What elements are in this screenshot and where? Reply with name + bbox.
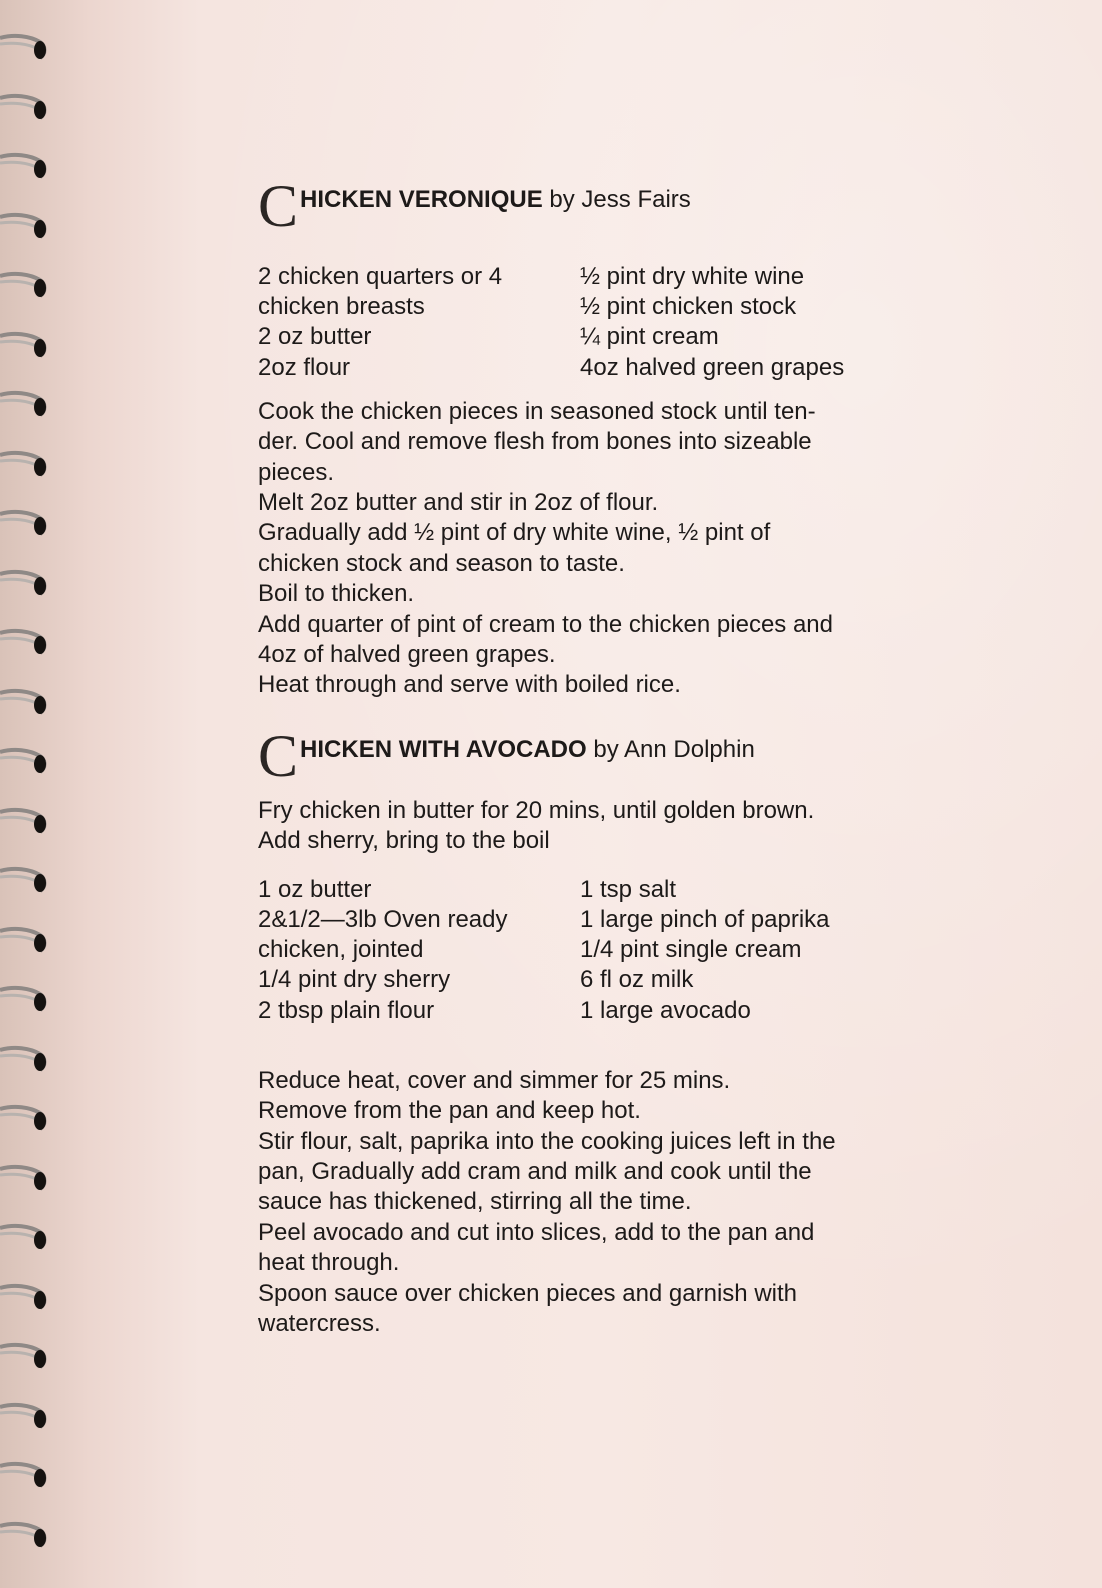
method-line: chicken stock and season to taste. bbox=[258, 549, 625, 577]
ingredient: 1 large avocado bbox=[580, 996, 751, 1024]
intro-text bbox=[258, 796, 908, 857]
ingredient: 2&1/2—3lb Oven ready bbox=[258, 906, 508, 934]
method-line: Reduce heat, cover and simmer for 25 mins. bbox=[258, 1066, 731, 1094]
method-line: Remove from the pan and keep hot. bbox=[258, 1097, 641, 1125]
recipe-author: by Ann Dolphin bbox=[593, 736, 755, 763]
method-line: Add sherry, bring to the boil bbox=[258, 827, 550, 855]
drop-cap: C bbox=[258, 173, 299, 239]
binding-coil bbox=[0, 744, 56, 778]
ingredient: 4oz halved green grapes bbox=[580, 353, 845, 381]
ingredients-list bbox=[258, 262, 908, 383]
binding-coil bbox=[0, 506, 56, 540]
binding-coil bbox=[0, 982, 56, 1016]
method-line: pieces. bbox=[258, 458, 335, 486]
method-text bbox=[258, 1066, 908, 1340]
binding-coil bbox=[0, 566, 56, 600]
binding-coil bbox=[0, 268, 56, 302]
recipe-chicken-veronique bbox=[258, 173, 908, 701]
ingredients-column-right bbox=[580, 262, 910, 383]
binding-coil bbox=[0, 447, 56, 481]
ingredient: 1 large pinch of paprika bbox=[580, 906, 830, 934]
recipe-title bbox=[258, 173, 908, 240]
drop-cap: C bbox=[258, 723, 299, 789]
binding-coil bbox=[0, 804, 56, 838]
method-line: der. Cool and remove flesh from bones into sizeable bbox=[258, 428, 812, 456]
binding-coil bbox=[0, 387, 56, 421]
method-line: Spoon sauce over chicken pieces and garnish with bbox=[258, 1279, 797, 1307]
binding-coil bbox=[0, 328, 56, 362]
ingredient: 2 chicken quarters or 4 bbox=[258, 263, 503, 290]
recipe-name: HICKEN VERONIQUE bbox=[300, 186, 543, 213]
binding-coil bbox=[0, 1518, 56, 1552]
ingredient: 1/4 pint dry sherry bbox=[258, 966, 451, 994]
binding-coil bbox=[0, 1280, 56, 1314]
method-line: sauce has thickened, stirring all the time. bbox=[258, 1188, 692, 1216]
ingredient: ½ pint dry white wine bbox=[580, 263, 805, 290]
ingredient: chicken breasts bbox=[258, 293, 425, 321]
binding-coil bbox=[0, 209, 56, 243]
spiral-binding bbox=[0, 0, 70, 1588]
binding-coil bbox=[0, 1042, 56, 1076]
ingredient: 2 tbsp plain flour bbox=[258, 996, 435, 1024]
method-text bbox=[258, 397, 908, 701]
method-line: Peel avocado and cut into slices, add to the pan and bbox=[258, 1218, 815, 1246]
method-line: Gradually add ½ pint of dry white wine, ½ pint of bbox=[258, 519, 771, 547]
binding-coil bbox=[0, 1101, 56, 1135]
method-line: Heat through and serve with boiled rice. bbox=[258, 671, 681, 699]
method-line: Melt 2oz butter and stir in 2oz of flour. bbox=[258, 489, 659, 517]
method-line: Stir flour, salt, paprika into the cooking juices left in the bbox=[258, 1127, 836, 1155]
binding-coil bbox=[0, 90, 56, 124]
recipe-author: by Jess Fairs bbox=[549, 186, 691, 213]
binding-coil bbox=[0, 30, 56, 64]
ingredients-column-right bbox=[580, 875, 910, 1026]
ingredient: 2oz flour bbox=[258, 353, 351, 381]
ingredient: 2 oz butter bbox=[258, 323, 372, 351]
recipe-name: HICKEN WITH AVOCADO bbox=[300, 736, 587, 763]
binding-coil bbox=[0, 1339, 56, 1373]
ingredient: 1 tsp salt bbox=[580, 875, 677, 903]
ingredient: 6 fl oz milk bbox=[580, 966, 694, 994]
method-line: 4oz of halved green grapes. bbox=[258, 641, 556, 669]
method-line: pan, Gradually add cram and milk and cook until the bbox=[258, 1158, 812, 1186]
binding-coil bbox=[0, 1220, 56, 1254]
binding-coil bbox=[0, 1458, 56, 1492]
method-line: Fry chicken in butter for 20 mins, until golden brown. bbox=[258, 797, 815, 824]
binding-coil bbox=[0, 149, 56, 183]
method-line: Boil to thicken. bbox=[258, 580, 415, 608]
ingredient: chicken, jointed bbox=[258, 936, 424, 964]
recipe-chicken-with-avocado bbox=[258, 723, 908, 1339]
ingredients-column-left bbox=[258, 262, 580, 383]
method-line: watercress. bbox=[258, 1310, 381, 1338]
ingredient: ¼ pint cream bbox=[580, 323, 719, 351]
recipe-title bbox=[258, 723, 908, 790]
method-line: Add quarter of pint of cream to the chicken pieces and bbox=[258, 610, 834, 638]
ingredients-column-left bbox=[258, 875, 580, 1026]
binding-coil bbox=[0, 685, 56, 719]
binding-coil bbox=[0, 1399, 56, 1433]
method-line: heat through. bbox=[258, 1249, 400, 1277]
method-line: Cook the chicken pieces in seasoned stock until ten- bbox=[258, 397, 816, 425]
ingredient: 1 oz butter bbox=[258, 875, 372, 903]
binding-coil bbox=[0, 863, 56, 897]
binding-coil bbox=[0, 625, 56, 659]
binding-coil bbox=[0, 1161, 56, 1195]
ingredient: ½ pint chicken stock bbox=[580, 293, 797, 321]
ingredient: 1/4 pint single cream bbox=[580, 936, 802, 964]
binding-coil bbox=[0, 923, 56, 957]
ingredients-list bbox=[258, 875, 908, 1026]
